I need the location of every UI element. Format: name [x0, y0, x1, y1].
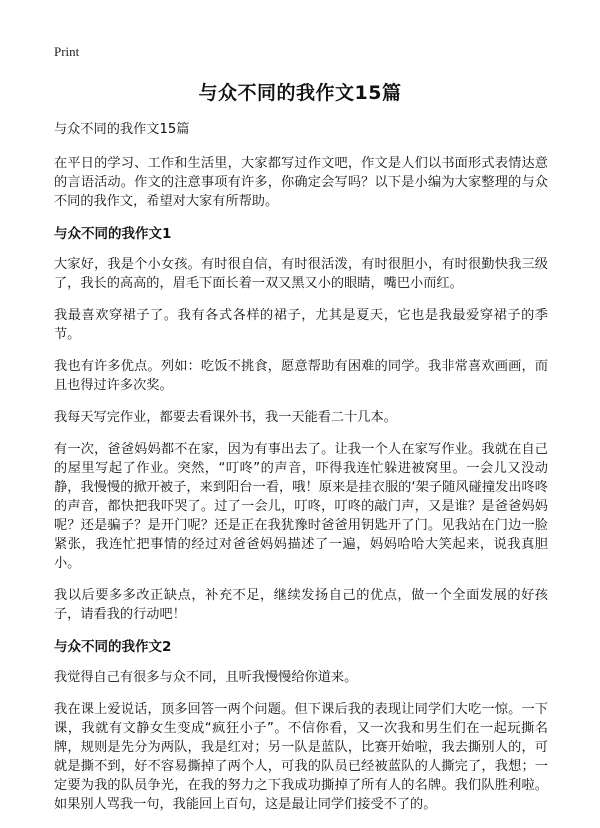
- section-1-paragraph-4: 我每天写完作业，都要去看课外书，我一天能看二十几本。: [54, 410, 397, 425]
- section-1-paragraph-6: 我以后要多多改正缺点，补充不足，继续发扬自己的优点，做一个全面发展的好孩子，请看我的行动吧！: [54, 588, 548, 622]
- section-1-paragraph-1: 大家好，我是个小女孩。有时很自信，有时很活泼，有时很胆小，有时很勤快我三级了，我长的高高的，眉毛下面长着一双又黑又小的眼睛，嘴巴小而红。: [54, 257, 548, 291]
- intro-paragraph: 在平日的学习、工作和生活里，大家都写过作文吧，作文是人们以书面形式表情达意的言语活动。作文的注意事项有许多，你确定会写吗？以下是小编为大家整理的与众不同的我作文，希望对大家有所帮助。: [54, 156, 548, 209]
- article-body: [54, 120, 548, 827]
- section-1-paragraph-2: 我最喜欢穿裙子了。我有各式各样的裙子，尤其是夏天，它也是我最爱穿裙子的季节。: [54, 308, 548, 342]
- section-2-paragraph-2: 我在课上爱说话，顶多回答一两个问题。但下课后我的表现让同学们大吃一惊。一下课，我就有文静女生变成“疯狂小子”。不信你看，又一次我和男生们在一起玩撕名牌，规则是先分为两队，我是红对；另一队是蓝队，比赛开始啦，我去撕别人的，可就是撕不到，好不容易撕掉了两个人，可我的队员已经被蓝队的人撕完了，我想；一定要为我的队员争光，在我的努力之下我成功撕掉了所有人的名牌。我们队胜利啦。如果别人骂我一句，我能回上百句，这是最让同学们接受不了的。: [54, 702, 548, 812]
- section-2-paragraph-1: 我觉得自己有很多与众不同，且听我慢慢给你道来。: [54, 670, 358, 685]
- section-heading-2: 与众不同的我作文2: [54, 639, 172, 655]
- print-link[interactable]: Print: [54, 44, 80, 59]
- section-1-paragraph-5: 有一次，爸爸妈妈都不在家，因为有事出去了。让我一个人在家写作业。我就在自己的屋里写起了作业。突然，“叮咚”的声音，吓得我连忙躲进被窝里。一会儿又没动静，我慢慢的掀开被子，来到阳台一看，哦！原来是挂衣服的‘架子随风碰撞发出咚咚的声音，都快把我吓哭了。过了一会儿，叮咚，叮咚的敲门声，又是谁？是爸爸妈妈呢？还是骗子？是开门呢？还是正在我犹豫时爸爸用钥匙开了门。见我站在门边一脸紧张，我连忙把事情的经过对爸爸妈妈描述了一遍，妈妈哈哈大笑起来，说我真胆小。: [54, 442, 548, 571]
- page-title: 与众不同的我作文15篇: [198, 82, 402, 104]
- section-1-paragraph-3: 我也有许多优点。列如：吃饭不挑食，愿意帮助有困难的同学。我非常喜欢画画，而且也得过许多次奖。: [54, 359, 548, 393]
- section-heading-1: 与众不同的我作文1: [54, 226, 172, 242]
- article-subtitle: 与众不同的我作文15篇: [54, 122, 190, 137]
